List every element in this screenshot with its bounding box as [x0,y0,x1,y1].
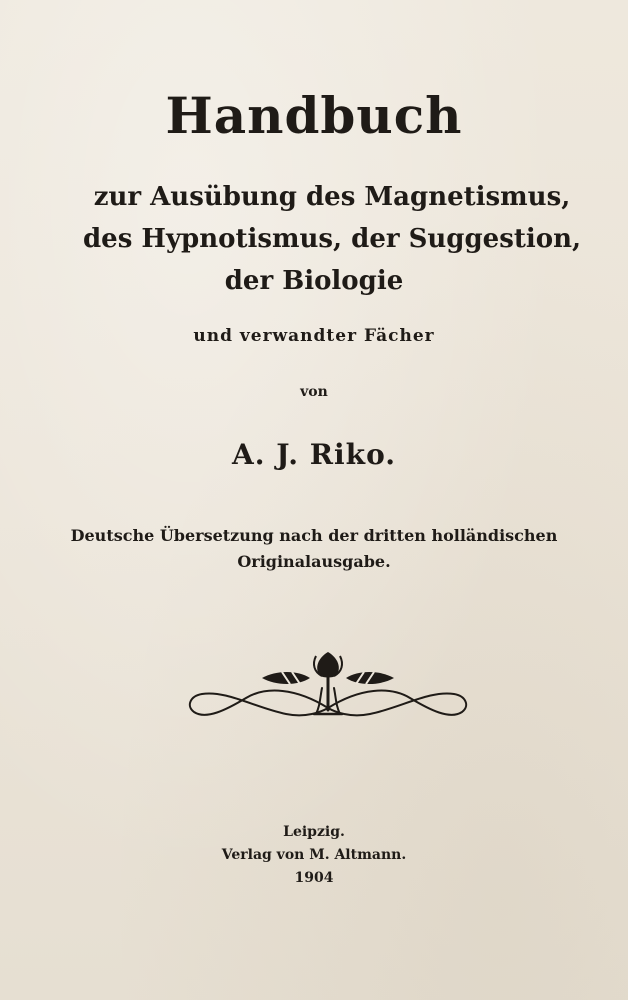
book-title: Handbuch [165,86,463,145]
imprint-publisher: Verlag von M. Altmann. [221,847,407,863]
imprint-place: Leipzig. [283,824,345,840]
translation-note-line-1: Deutsche Übersetzung nach der dritten holländischen [70,526,558,545]
related-fields-text: und verwandter Fächer [193,326,435,346]
waterlily-ornament-icon [186,648,470,730]
subtitle-line-3: der Biologie [224,266,404,296]
subtitle-line-2: des Hypnotismus, der Suggestion, [82,224,582,254]
imprint-year: 1904 [294,870,334,886]
subtitle-line-1: zur Ausübung des Magnetismus, [93,182,571,212]
author-name: A. J. Riko. [231,438,397,471]
translation-note-line-2: Originalausgabe. [237,552,391,571]
by-text: von [300,384,328,400]
